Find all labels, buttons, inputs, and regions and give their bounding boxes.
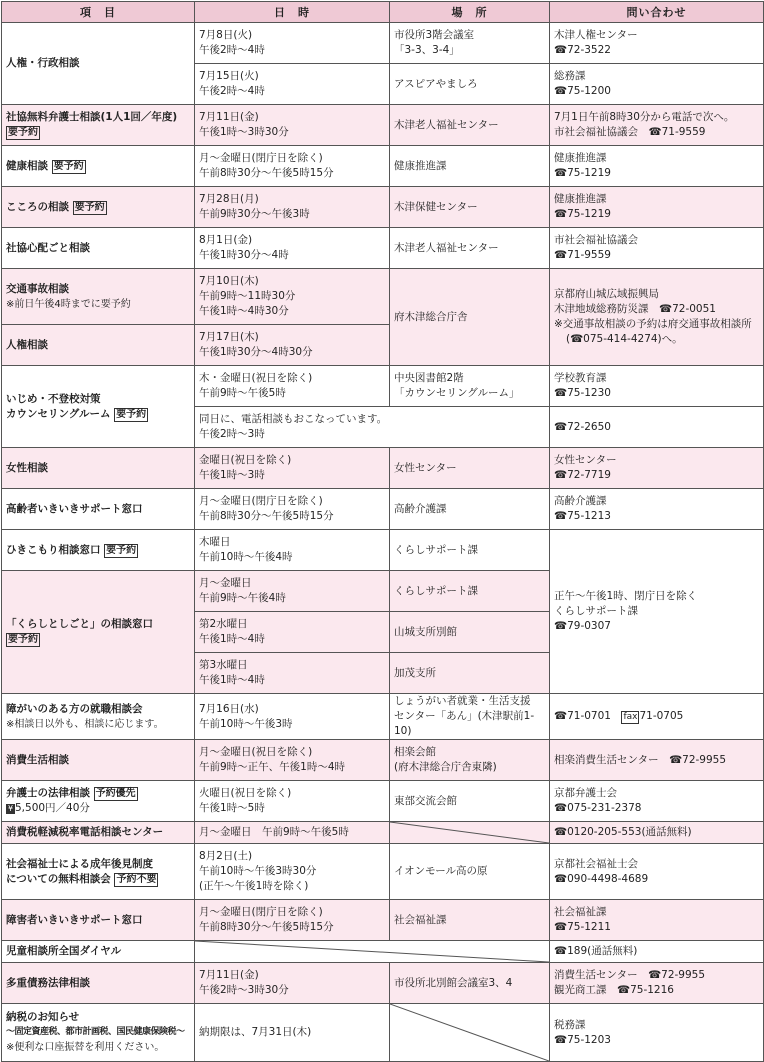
reservation-tag: 予約優先 <box>95 788 136 799</box>
table-row <box>2 489 764 530</box>
datetime: 7月16日(水) 午前10時～午後3時 <box>195 694 390 740</box>
fax-icon: fax <box>623 712 638 722</box>
reservation-tag: 要予約 <box>106 544 137 556</box>
reservation-tag: 予約不要 <box>116 873 157 885</box>
item-life-work: 「くらしとしごと」の相談窓口 要予約 <box>2 571 195 694</box>
contact: ☎71-0701 fax 71-0705 <box>550 694 764 740</box>
datetime: 8月2日(土) 午前10時～午後3時30分 (正午～午後1時を除く) <box>195 844 390 900</box>
empty-cell <box>390 1004 550 1062</box>
table-row <box>2 105 764 146</box>
contact: ☎72-2650 <box>550 407 764 448</box>
consultation-table <box>1 1 764 1062</box>
datetime: 月～金曜日(閉庁日を除く) 午前8時30分～午後5時15分 <box>195 146 390 187</box>
table-row <box>2 187 764 228</box>
place: くらしサポート課 <box>390 530 550 571</box>
item-health: 健康相談 要予約 <box>2 146 195 187</box>
place: 市役所3階会議室 「3-3、3-4」 <box>390 23 550 64</box>
place: 中央図書館2階 「カウンセリングルーム」 <box>390 366 550 407</box>
contact: 木津人権センター ☎72-3522 <box>550 23 764 64</box>
contact: ☎189(通話無料) <box>550 941 764 963</box>
table-row <box>2 822 764 844</box>
table-row <box>2 448 764 489</box>
item-child-dial: 児童相談所全国ダイヤル <box>2 941 195 963</box>
datetime: 納期限は、7月31日(木) <box>195 1004 390 1062</box>
reservation-tag: 要予約 <box>53 160 84 172</box>
item-guardianship: 社会福祉士による成年後見制度 についての無料相談会 予約不要 <box>2 844 195 900</box>
item-elderly: 高齢者いきいきサポート窓口 <box>2 489 195 530</box>
contact: 学校教育課 ☎75-1230 <box>550 366 764 407</box>
table-row <box>2 146 764 187</box>
yen-icon: ¥ <box>7 804 14 813</box>
item-mental: こころの相談 要予約 <box>2 187 195 228</box>
table-row <box>2 963 764 1004</box>
place: 相楽会館 (府木津総合庁舎東隣) <box>390 740 550 781</box>
place: 木津保健センター <box>390 187 550 228</box>
datetime: 金曜日(祝日を除く) 午後1時～3時 <box>195 448 390 489</box>
item-consumer: 消費生活相談 <box>2 740 195 781</box>
datetime: 7月11日(金) 午後2時～3時30分 <box>195 963 390 1004</box>
contact: 健康推進課 ☎75-1219 <box>550 187 764 228</box>
header-item: 項 目 <box>2 2 195 23</box>
contact: 相楽消費生活センター ☎72-9955 <box>550 740 764 781</box>
place: 府木津総合庁舎 <box>390 269 550 366</box>
item-hikikomori: ひきこもり相談窓口 要予約 <box>2 530 195 571</box>
place: 加茂支所 <box>390 653 550 694</box>
item-legal: 弁護士の法律相談 予約優先 ¥ 5,500円／40分 <box>2 781 195 822</box>
table-row <box>2 366 764 407</box>
place: しょうがい者就業・生活支援 センター「あん」(木津駅前1-10) <box>390 694 550 740</box>
table-row <box>2 269 764 325</box>
place: 市役所北別館会議室3、4 <box>390 963 550 1004</box>
item-counseling: いじめ・不登校対策 カウンセリングルーム 要予約 <box>2 366 195 448</box>
place: 木津老人福祉センター <box>390 228 550 269</box>
datetime: 月～金曜日 午前9時～午後5時 <box>195 822 390 844</box>
place: 東部交流会館 <box>390 781 550 822</box>
datetime: 8月1日(金) 午後1時30分～4時 <box>195 228 390 269</box>
item-traffic: 交通事故相談 ※前日午後4時までに要予約 <box>2 269 195 325</box>
datetime: 7月15日(火) 午後2時～4時 <box>195 64 390 105</box>
datetime: 7月8日(火) 午後2時～4時 <box>195 23 390 64</box>
contact: 社会福祉課 ☎75-1211 <box>550 900 764 941</box>
reservation-tag: 要予約 <box>8 127 38 138</box>
item-tax-notice: 納税のお知らせ ～固定資産税、都市計画税、国民健康保険税～ ※便利な口座振替を利用ください。 <box>2 1004 195 1062</box>
empty-cell <box>195 941 550 963</box>
place: 健康推進課 <box>390 146 550 187</box>
datetime: 月～金曜日(閉庁日を除く) 午前8時30分～午後5時15分 <box>195 900 390 941</box>
header-contact: 問い合わせ <box>550 2 764 23</box>
item-human-rights: 人権・行政相談 <box>2 23 195 105</box>
place: 社会福祉課 <box>390 900 550 941</box>
datetime: 月～金曜日(閉庁日を除く) 午前8時30分～午後5時15分 <box>195 489 390 530</box>
table-row <box>2 740 764 781</box>
contact: 京都社会福祉士会 ☎090-4498-4689 <box>550 844 764 900</box>
datetime: 木・金曜日(祝日を除く) 午前9時～午後5時 <box>195 366 390 407</box>
item-disability: 障害者いきいきサポート窓口 <box>2 900 195 941</box>
place: 高齢介護課 <box>390 489 550 530</box>
table-row <box>2 941 764 963</box>
contact: 総務課 ☎75-1200 <box>550 64 764 105</box>
item-employment: 障がいのある方の就職相談会 ※相談日以外も、相談に応じます。 <box>2 694 195 740</box>
item-rights: 人権相談 <box>2 325 195 366</box>
contact: 市社会福祉協議会 ☎71-9559 <box>550 228 764 269</box>
reservation-tag: 要予約 <box>116 408 147 420</box>
place: アスピアやましろ <box>390 64 550 105</box>
contact: ☎0120-205-553(通話無料) <box>550 822 764 844</box>
datetime: 木曜日 午前10時～午後4時 <box>195 530 390 571</box>
table-row <box>2 1004 764 1062</box>
table-row <box>2 23 764 64</box>
contact: 京都府山城広域振興局 木津地域総務防災課 ☎72-0051 ※交通事故相談の予約は府交通事故相談所(☎075-414-4274)へ。 <box>550 269 764 366</box>
table-row <box>2 694 764 740</box>
place: くらしサポート課 <box>390 571 550 612</box>
datetime: 火曜日(祝日を除く) 午後1時～5時 <box>195 781 390 822</box>
datetime: 第2水曜日 午後1時～4時 <box>195 612 390 653</box>
header-datetime: 日 時 <box>195 2 390 23</box>
contact: 高齢介護課 ☎75-1213 <box>550 489 764 530</box>
contact: 京都弁護士会 ☎075-231-2378 <box>550 781 764 822</box>
datetime: 7月10日(木) 午前9時～11時30分 午後1時～4時30分 <box>195 269 390 325</box>
item-women: 女性相談 <box>2 448 195 489</box>
phone-note: 同日に、電話相談もおこなっています。 午後2時～3時 <box>195 407 550 448</box>
contact: 税務課 ☎75-1203 <box>550 1004 764 1062</box>
contact: 健康推進課 ☎75-1219 <box>550 146 764 187</box>
table-row <box>2 781 764 822</box>
place: イオンモール高の原 <box>390 844 550 900</box>
table-row <box>2 900 764 941</box>
contact: 正午～午後1時、閉庁日を除く くらしサポート課 ☎79-0307 <box>550 530 764 694</box>
table-row <box>2 228 764 269</box>
datetime: 第3水曜日 午後1時～4時 <box>195 653 390 694</box>
datetime: 7月17日(木) 午後1時30分～4時30分 <box>195 325 390 366</box>
table-row <box>2 844 764 900</box>
reservation-tag: 要予約 <box>8 634 38 645</box>
table-row <box>2 530 764 571</box>
item-worries: 社協心配ごと相談 <box>2 228 195 269</box>
contact: 消費生活センター ☎72-9955 観光商工課 ☎75-1216 <box>550 963 764 1004</box>
datetime: 月～金曜日 午前9時～午後4時 <box>195 571 390 612</box>
empty-cell <box>390 822 550 844</box>
place: 女性センター <box>390 448 550 489</box>
contact: 7月1日午前8時30分から電話で次へ。 市社会福祉協議会 ☎71-9559 <box>550 105 764 146</box>
item-debt: 多重債務法律相談 <box>2 963 195 1004</box>
place: 山城支所別館 <box>390 612 550 653</box>
datetime: 月～金曜日(祝日を除く) 午前9時～正午、午後1時～4時 <box>195 740 390 781</box>
place: 木津老人福祉センター <box>390 105 550 146</box>
item-tax-call: 消費税軽減税率電話相談センター <box>2 822 195 844</box>
reservation-tag: 要予約 <box>74 201 105 213</box>
header-place: 場 所 <box>390 2 550 23</box>
contact: 女性センター ☎72-7719 <box>550 448 764 489</box>
table-header <box>2 2 764 23</box>
datetime: 7月11日(金) 午後1時～3時30分 <box>195 105 390 146</box>
item-lawyer-consult: 社協無料弁護士相談(1人1回／年度) 要予約 <box>2 105 195 146</box>
datetime: 7月28日(月) 午前9時30分～午後3時 <box>195 187 390 228</box>
